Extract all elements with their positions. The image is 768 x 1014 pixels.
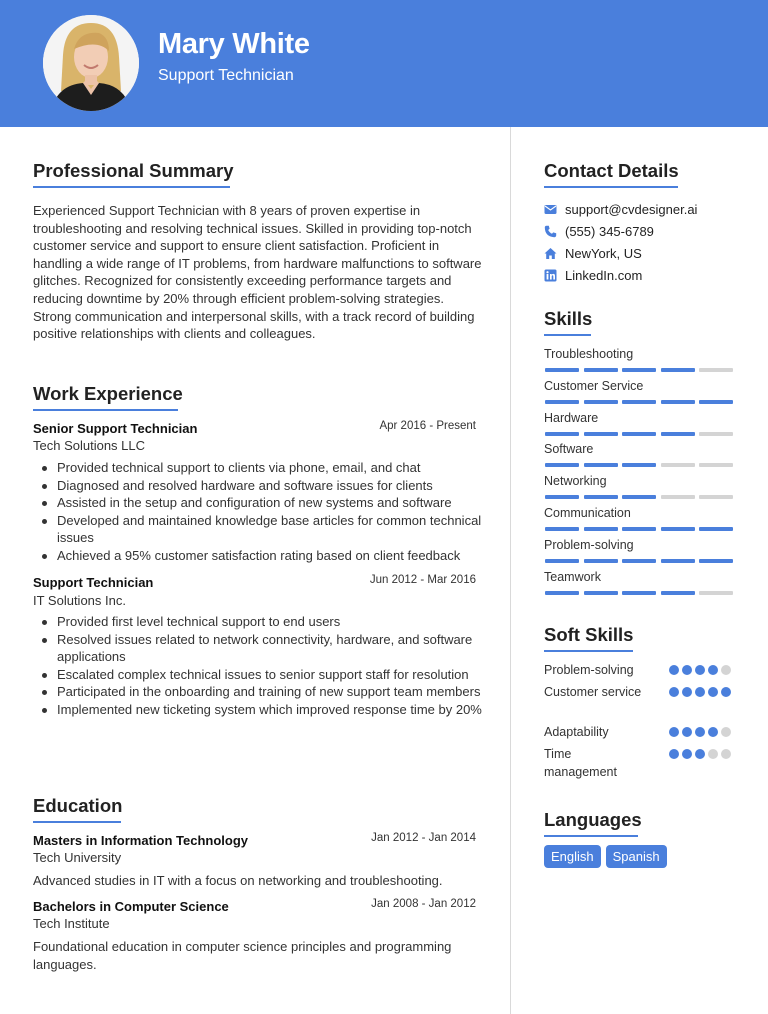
rating-dot-empty (721, 727, 731, 737)
skill-segment-filled (545, 591, 579, 595)
contact-underline (544, 186, 678, 188)
skill-segment-filled (699, 400, 733, 404)
education-underline (33, 821, 121, 823)
rating-dot-filled (682, 749, 692, 759)
soft-skill-name: Problem-solving (544, 663, 634, 677)
job-date: Jun 2012 - Mar 2016 (369, 574, 476, 586)
job-title: Senior Support Technician (33, 421, 198, 436)
summary-underline (33, 186, 230, 188)
rating-dot-empty (708, 749, 718, 759)
skill-segment-filled (622, 495, 656, 499)
contact-linkedin[interactable] (544, 266, 642, 284)
skill-segment-filled (661, 559, 695, 563)
degree-date: Jan 2012 - Jan 2014 (371, 832, 476, 844)
list-item: Escalated complex technical issues to senior support staff for resolution (33, 666, 483, 684)
skill-segment-filled (584, 495, 618, 499)
list-item: Developed and maintained knowledge base articles for common technical issues (33, 512, 483, 547)
skill-segment-filled (545, 559, 579, 563)
candidate-role: Support Technician (158, 67, 294, 84)
rating-dot-filled (695, 665, 705, 675)
education-heading: Education (33, 795, 123, 816)
skill-segment-filled (545, 432, 579, 436)
skill-name: Software (544, 442, 594, 457)
skill-segment-filled (661, 591, 695, 595)
list-item: Assisted in the setup and configuration of new systems and software (33, 494, 483, 512)
language-list (544, 845, 667, 868)
list-item: Provided technical support to clients via phone, email, and chat (33, 459, 483, 477)
skills-underline (544, 334, 591, 336)
rating-dot-filled (682, 665, 692, 675)
envelope-icon (544, 203, 557, 216)
skill-name: Problem-solving (544, 537, 634, 552)
language-chip: Spanish (606, 845, 667, 868)
list-item: Provided first level technical support to end users (33, 613, 483, 631)
work-underline (33, 409, 178, 411)
email-text: support@cvdesigner.ai (565, 201, 698, 217)
degree-description: Advanced studies in IT with a focus on networking and troubleshooting. (33, 873, 443, 888)
skill-level-bar (545, 368, 733, 372)
work-heading: Work Experience (33, 383, 183, 404)
skill-name: Communication (544, 506, 631, 520)
skill-segment-filled (584, 432, 618, 436)
skill-segment-filled (622, 591, 656, 595)
rating-dot-filled (708, 727, 718, 737)
rating-dot-filled (721, 687, 731, 697)
skill-segment-filled (622, 368, 656, 372)
skill-segment-empty (699, 432, 733, 436)
candidate-name: Mary White (158, 28, 310, 60)
language-chip: English (544, 845, 601, 868)
skill-segment-filled (699, 527, 733, 531)
skill-segment-filled (545, 527, 579, 531)
rating-dot-filled (695, 749, 705, 759)
skill-segment-empty (699, 495, 733, 499)
job-bullets (33, 459, 483, 565)
list-item: Participated in the onboarding and training of new support team members (33, 683, 483, 701)
list-item: Implemented new ticketing system which improved response time by 20% (33, 701, 483, 719)
skill-level-bar (545, 527, 733, 531)
rating-dot-empty (721, 749, 731, 759)
contact-location (544, 244, 642, 262)
skill-segment-empty (661, 463, 695, 467)
skill-segment-filled (545, 495, 579, 499)
contact-email[interactable] (544, 200, 697, 218)
skill-segment-filled (661, 368, 695, 372)
skill-segment-filled (622, 432, 656, 436)
rating-dot-filled (682, 727, 692, 737)
degree-description: Foundational education in computer science principles and programming languages. (33, 939, 452, 972)
skill-segment-filled (545, 400, 579, 404)
skill-segment-filled (622, 463, 656, 467)
rating-dot-filled (708, 687, 718, 697)
rating-dot-filled (669, 665, 679, 675)
skill-segment-empty (661, 495, 695, 499)
soft-skill-name: Time management (544, 747, 617, 779)
phone-icon (544, 225, 557, 238)
school-name: Tech University (33, 850, 122, 865)
skill-segment-filled (584, 368, 618, 372)
skill-segment-filled (584, 591, 618, 595)
contact-heading: Contact Details (544, 160, 679, 181)
skill-segment-filled (584, 527, 618, 531)
list-item: Achieved a 95% customer satisfaction rating based on client feedback (33, 547, 483, 565)
linkedin-text: LinkedIn.com (565, 267, 643, 283)
rating-dot-filled (682, 687, 692, 697)
skill-segment-filled (622, 527, 656, 531)
job-date: Apr 2016 - Present (379, 420, 476, 432)
rating-dot-filled (669, 749, 679, 759)
soft-skills-heading: Soft Skills (544, 624, 634, 645)
skill-level-bar (545, 495, 733, 499)
skill-segment-filled (545, 368, 579, 372)
linkedin-icon (544, 269, 557, 282)
skill-segment-filled (584, 559, 618, 563)
skill-segment-filled (661, 432, 695, 436)
home-icon (544, 247, 557, 260)
soft-skill-rating (669, 687, 731, 697)
header-banner (0, 0, 768, 127)
list-item: Diagnosed and resolved hardware and software issues for clients (33, 477, 483, 495)
column-divider (510, 127, 511, 1014)
skill-level-bar (545, 400, 733, 404)
summary-heading: Professional Summary (33, 160, 234, 181)
skill-name: Hardware (544, 410, 599, 425)
skill-segment-filled (584, 463, 618, 467)
phone-text: (555) 345-6789 (565, 223, 654, 239)
skill-segment-empty (699, 591, 733, 595)
job-bullets (33, 613, 483, 719)
soft-skill-rating (669, 727, 731, 737)
languages-heading: Languages (544, 809, 642, 830)
skill-name: Customer Service (544, 378, 644, 393)
summary-text: Experienced Support Technician with 8 years of proven expertise in troubleshooting and resolving technical issues. Skilled in providing top-notch customer service and support to ensure client satisfaction. Proficient in handling a wide range of IT problems, from hardware malfunctions to software glitches. Recognized for consistently exceeding performance targets and reducing downtime by 20% through efficient problem-solving strategies. Strong communication and interpersonal skills, with a track record of building positive relationships with clients and colleagues. (33, 203, 482, 342)
contact-phone[interactable] (544, 222, 654, 240)
skill-segment-filled (622, 559, 656, 563)
skill-level-bar (545, 432, 733, 436)
skill-segment-filled (699, 559, 733, 563)
languages-underline (544, 835, 638, 837)
rating-dot-filled (708, 665, 718, 675)
degree-title: Bachelors in Computer Science (33, 899, 229, 914)
degree-title: Masters in Information Technology (33, 833, 249, 848)
school-name: Tech Institute (33, 916, 110, 931)
rating-dot-filled (695, 727, 705, 737)
skill-level-bar (545, 591, 733, 595)
rating-dot-filled (669, 687, 679, 697)
list-item: Resolved issues related to network connectivity, hardware, and software applications (33, 631, 483, 666)
rating-dot-filled (695, 687, 705, 697)
soft-skill-name: Adaptability (544, 725, 609, 739)
skill-level-bar (545, 463, 733, 467)
job-org: Tech Solutions LLC (33, 438, 146, 453)
rating-dot-empty (721, 665, 731, 675)
profile-photo (43, 15, 139, 111)
job-org: IT Solutions Inc. (33, 593, 126, 608)
location-text: NewYork, US (565, 245, 642, 261)
skill-level-bar (545, 559, 733, 563)
skill-segment-filled (661, 527, 695, 531)
skills-heading: Skills (544, 308, 593, 329)
job-title: Support Technician (33, 575, 154, 590)
soft-skill-rating (669, 665, 731, 675)
soft-skill-name: Customer service (544, 685, 642, 699)
soft-skill-rating (669, 749, 731, 759)
skill-segment-filled (545, 463, 579, 467)
soft-skills-underline (544, 650, 633, 652)
skill-segment-filled (622, 400, 656, 404)
skill-name: Teamwork (544, 569, 601, 584)
skill-name: Networking (544, 474, 607, 489)
rating-dot-filled (669, 727, 679, 737)
degree-date: Jan 2008 - Jan 2012 (371, 898, 476, 910)
skill-segment-filled (661, 400, 695, 404)
skill-segment-empty (699, 463, 733, 467)
skill-segment-empty (699, 368, 733, 372)
skill-segment-filled (584, 400, 618, 404)
skill-name: Troubleshooting (544, 347, 634, 361)
